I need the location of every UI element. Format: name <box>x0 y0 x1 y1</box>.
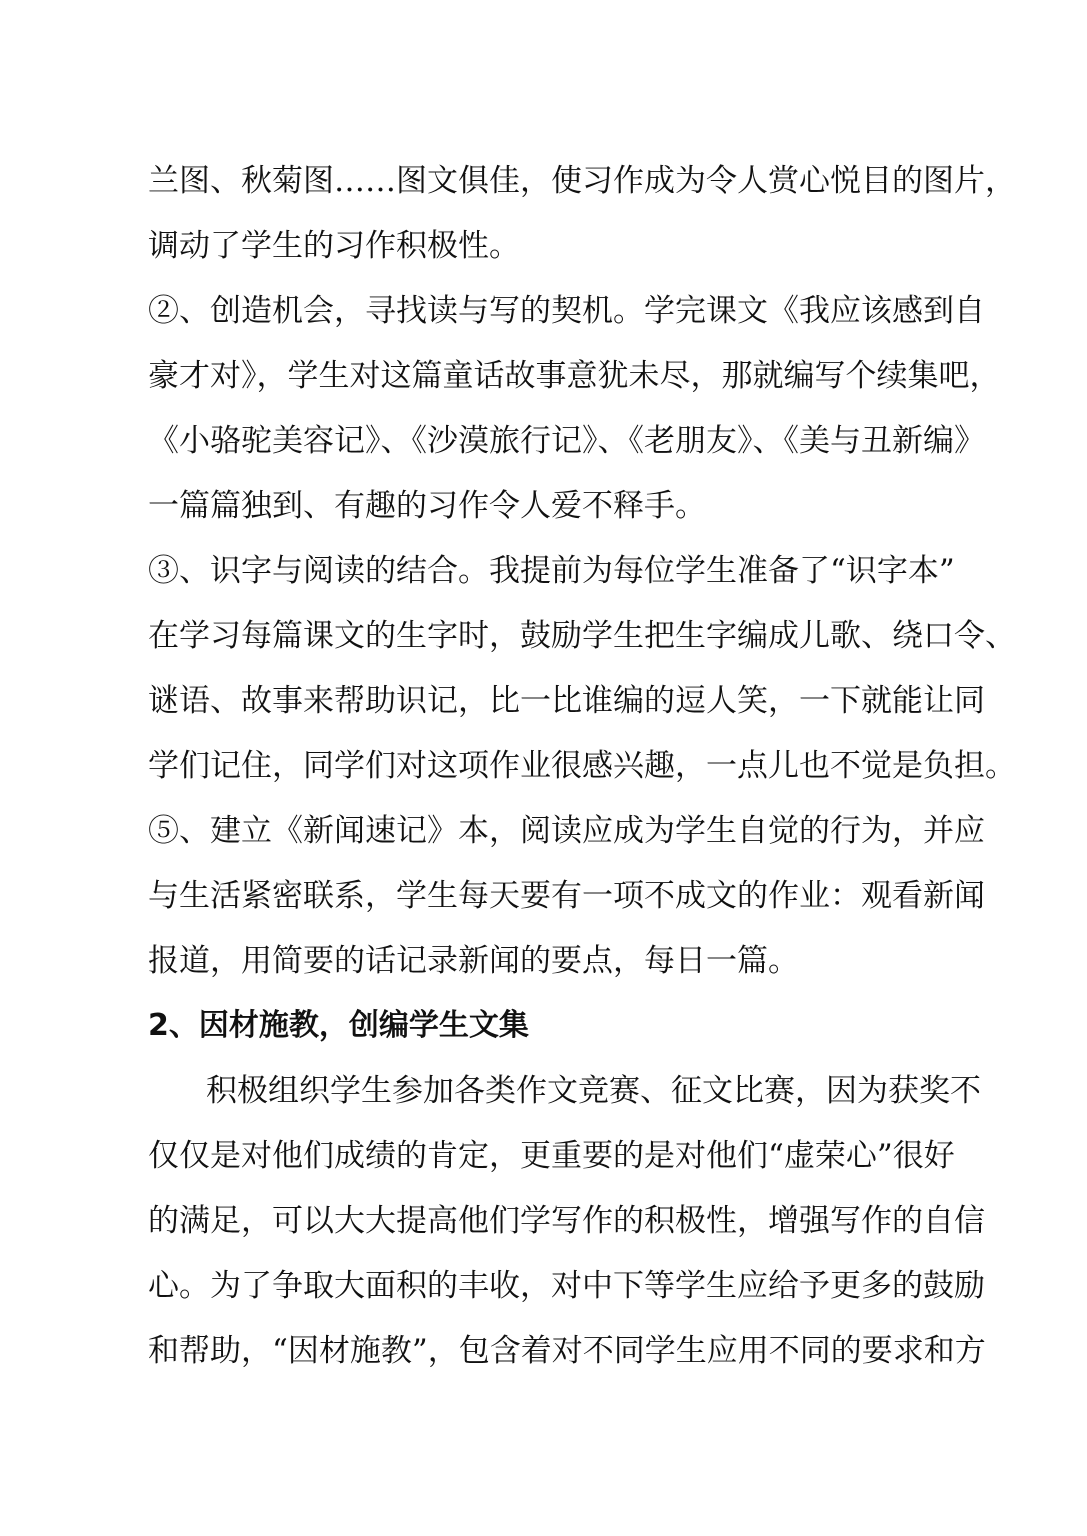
paragraph-line: 心。为了争取大面积的丰收，对中下等学生应给予更多的鼓励 <box>148 1268 985 1304</box>
text-line: ⑤、建立《新闻速记》本，阅读应成为学生自觉的行为，并应 <box>148 813 985 849</box>
text-line: 学们记住，同学们对这项作业很感兴趣，一点儿也不觉是负担。 <box>148 748 1016 784</box>
section-heading: 2、因材施教，创编学生文集 <box>148 1008 529 1043</box>
text-line: 谜语、故事来帮助识记，比一比谁编的逗人笑，一下就能让同 <box>148 683 985 719</box>
text-line: 豪才对》，学生对这篇童话故事意犹未尽，那就编写个续集吧， <box>148 358 1001 394</box>
paragraph-line: 的满足，可以大大提高他们学写作的积极性，增强写作的自信 <box>148 1203 985 1239</box>
text-line: ③、识字与阅读的结合。我提前为每位学生准备了“识字本” <box>148 553 955 589</box>
paragraph-line: 仅仅是对他们成绩的肯定，更重要的是对他们“虚荣心”很好 <box>148 1138 955 1174</box>
text-line: ②、创造机会，寻找读与写的契机。学完课文《我应该感到自 <box>148 293 985 329</box>
text-line: 报道，用简要的话记录新闻的要点，每日一篇。 <box>148 943 799 979</box>
text-line: 调动了学生的习作积极性。 <box>148 228 520 264</box>
text-line: 兰图、秋菊图……图文俱佳，使习作成为令人赏心悦目的图片， <box>148 163 1016 199</box>
paragraph-line: 和帮助，“因材施教”，包含着对不同学生应用不同的要求和方 <box>148 1333 986 1369</box>
text-line: 与生活紧密联系，学生每天要有一项不成文的作业：观看新闻 <box>148 878 985 914</box>
text-line: 在学习每篇课文的生字时，鼓励学生把生字编成儿歌、绕口令、 <box>148 618 1016 654</box>
text-line: 《小骆驼美容记》、《沙漠旅行记》、《老朋友》、《美与丑新编》 <box>148 423 985 459</box>
text-line: 一篇篇独到、有趣的习作令人爱不释手。 <box>148 488 706 524</box>
paragraph-line: 积极组织学生参加各类作文竞赛、征文比赛，因为获奖不 <box>206 1073 981 1109</box>
